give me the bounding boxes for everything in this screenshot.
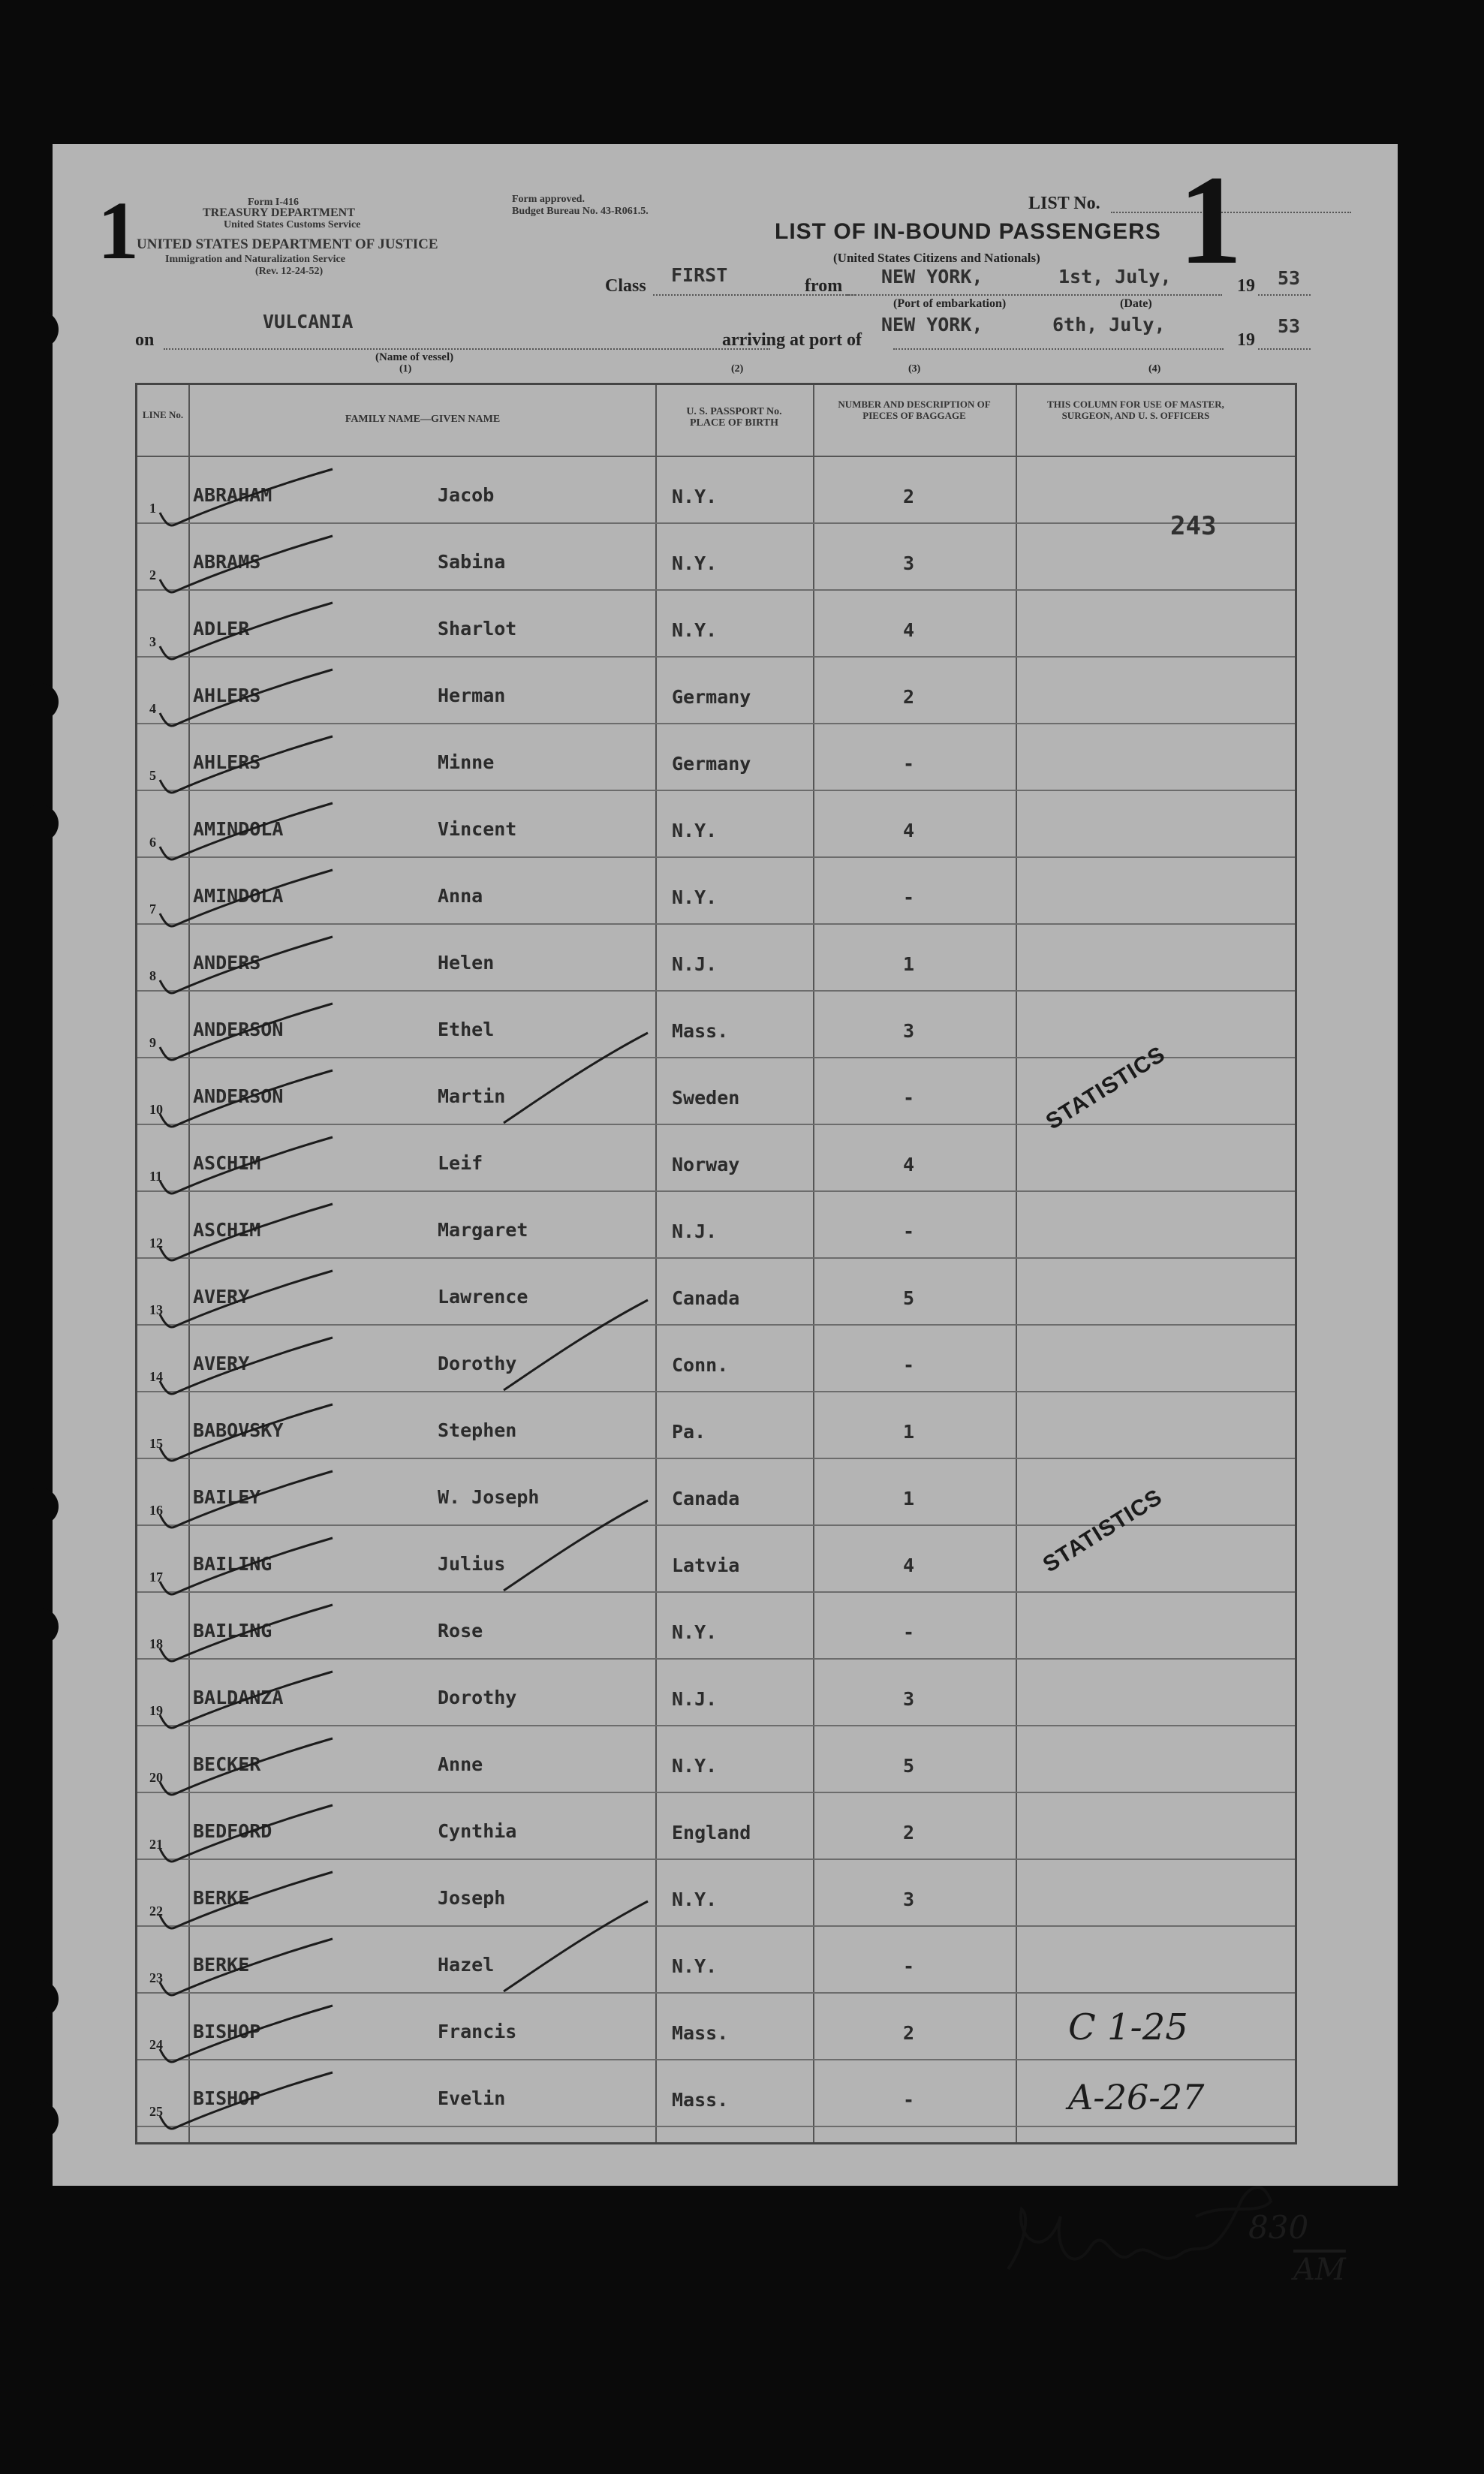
line-number: 15 bbox=[149, 1436, 163, 1451]
given-name: Cynthia bbox=[438, 1820, 517, 1842]
header-officers: THIS COLUMN FOR USE OF MASTER, SURGEON, AND U. S. OFFICERS bbox=[1047, 399, 1224, 421]
check-mark bbox=[152, 1067, 348, 1135]
place-of-birth: Conn. bbox=[672, 1354, 729, 1376]
place-of-birth: N.Y. bbox=[672, 619, 718, 641]
from-date: 1st, July, bbox=[1058, 266, 1172, 287]
given-name: Helen bbox=[438, 952, 495, 974]
check-mark bbox=[152, 667, 348, 734]
check-mark bbox=[152, 934, 348, 1001]
statistics-stamp: STATISTICS bbox=[1041, 1041, 1170, 1135]
given-name: Sabina bbox=[438, 551, 506, 573]
place-of-birth: Mass. bbox=[672, 2022, 729, 2044]
place-of-birth: Pa. bbox=[672, 1421, 706, 1443]
line-number: 18 bbox=[149, 1636, 163, 1651]
place-of-birth: N.Y. bbox=[672, 886, 718, 908]
check-mark bbox=[152, 1869, 348, 1937]
class-label: Class bbox=[605, 276, 646, 296]
line-number: 3 bbox=[149, 634, 156, 649]
line-number: 24 bbox=[149, 2037, 163, 2052]
header-name: FAMILY NAME—GIVEN NAME bbox=[345, 414, 501, 425]
family-name: BERKE bbox=[193, 1954, 250, 1976]
place-of-birth: N.J. bbox=[672, 1220, 718, 1242]
check-mark bbox=[152, 1001, 348, 1068]
check-mark bbox=[152, 600, 348, 667]
family-name: ADLER bbox=[193, 618, 250, 640]
place-of-birth: N.Y. bbox=[672, 1955, 718, 1977]
vessel-name: VULCANIA bbox=[263, 311, 354, 333]
passenger-table bbox=[135, 383, 1346, 2287]
line-number: 11 bbox=[149, 1169, 163, 1184]
col-divider bbox=[655, 385, 657, 2142]
given-name: Dorothy bbox=[438, 1687, 517, 1708]
baggage-count: 3 bbox=[903, 552, 915, 574]
line-number: 2 bbox=[149, 567, 156, 582]
handwritten-time: 830 bbox=[1248, 2209, 1309, 2246]
from-year-prefix: 19 bbox=[1237, 276, 1255, 296]
baggage-count: 3 bbox=[903, 1020, 915, 1042]
vessel-caption: (Name of vessel) bbox=[375, 351, 454, 363]
line-number: 9 bbox=[149, 1035, 156, 1050]
place-of-birth: England bbox=[672, 1822, 751, 1843]
col-divider bbox=[1016, 385, 1017, 2142]
binder-hole bbox=[21, 805, 59, 842]
pen-stroke bbox=[498, 1895, 663, 2000]
given-name: W. Joseph bbox=[438, 1486, 540, 1508]
place-of-birth: Sweden bbox=[672, 1087, 740, 1109]
line-number: 23 bbox=[149, 1970, 163, 1985]
baggage-count: - bbox=[903, 2089, 915, 2111]
family-name: BAILEY bbox=[193, 1486, 261, 1508]
line-number: 12 bbox=[149, 1235, 163, 1251]
given-name: Margaret bbox=[438, 1219, 528, 1241]
treasury-dept: TREASURY DEPARTMENT bbox=[203, 206, 355, 219]
check-mark bbox=[152, 2069, 348, 2137]
family-name: AVERY bbox=[193, 1353, 250, 1374]
from-line bbox=[847, 294, 1222, 296]
header-passport: U. S. PASSPORT No. PLACE OF BIRTH bbox=[686, 406, 782, 429]
caption-2: (2) bbox=[731, 363, 744, 375]
class-value: FIRST bbox=[671, 264, 728, 286]
line-number: 1 bbox=[149, 501, 156, 516]
arrive-line bbox=[893, 348, 1224, 350]
place-of-birth: N.Y. bbox=[672, 1889, 718, 1910]
binder-hole bbox=[21, 1980, 59, 2018]
embark-caption: (Port of embarkation) bbox=[893, 297, 1007, 310]
vessel-line bbox=[164, 348, 770, 350]
family-name: ANDERSON bbox=[193, 1019, 284, 1040]
corner-mark: 1 bbox=[98, 185, 139, 276]
check-mark bbox=[152, 1335, 348, 1402]
baggage-count: 4 bbox=[903, 820, 915, 841]
line-number: 4 bbox=[149, 701, 156, 716]
handwritten-note: C 1-25 bbox=[1068, 2006, 1188, 2048]
line-number: 14 bbox=[149, 1369, 163, 1384]
line-number: 16 bbox=[149, 1503, 163, 1518]
line-number: 20 bbox=[149, 1770, 163, 1785]
baggage-count: - bbox=[903, 1621, 915, 1643]
family-name: ASCHIM bbox=[193, 1152, 261, 1174]
line-number: 21 bbox=[149, 1837, 163, 1852]
ins-service: Immigration and Naturalization Service bbox=[165, 254, 345, 265]
given-name: Hazel bbox=[438, 1954, 495, 1976]
line-number: 8 bbox=[149, 968, 156, 983]
header-line-no: LINE No. bbox=[142, 409, 184, 420]
inspector-signature bbox=[1001, 2156, 1301, 2299]
pen-stroke bbox=[498, 1494, 663, 1600]
form-approved: Form approved. bbox=[512, 194, 585, 205]
check-mark bbox=[152, 1401, 348, 1469]
baggage-count: - bbox=[903, 1354, 915, 1376]
given-name: Julius bbox=[438, 1553, 506, 1575]
pen-stroke bbox=[498, 1027, 663, 1132]
binder-hole bbox=[21, 311, 59, 348]
baggage-count: - bbox=[903, 1087, 915, 1109]
manifest-sheet bbox=[53, 144, 1398, 2287]
family-name: ABRAHAM bbox=[193, 484, 272, 506]
handwritten-time: $\overline{AM}$ bbox=[1293, 2253, 1346, 2287]
line-number: 7 bbox=[149, 901, 156, 916]
given-name: Dorothy bbox=[438, 1353, 517, 1374]
family-name: BEDFORD bbox=[193, 1820, 272, 1842]
line-number: 17 bbox=[149, 1570, 163, 1585]
check-mark bbox=[152, 1735, 348, 1803]
place-of-birth: Mass. bbox=[672, 2089, 729, 2111]
family-name: ANDERSON bbox=[193, 1085, 284, 1107]
line-number: 6 bbox=[149, 835, 156, 850]
given-name: Leif bbox=[438, 1152, 483, 1174]
baggage-count: 4 bbox=[903, 1154, 915, 1175]
pen-stroke bbox=[498, 1294, 663, 1399]
line-number: 19 bbox=[149, 1703, 163, 1718]
arrive-year-line bbox=[1258, 348, 1311, 350]
budget-bureau: Budget Bureau No. 43-R061.5. bbox=[512, 206, 649, 217]
baggage-count: - bbox=[903, 1955, 915, 1977]
arrive-port: NEW YORK, bbox=[881, 314, 983, 336]
list-label: LIST No. bbox=[1028, 194, 1100, 213]
given-name: Lawrence bbox=[438, 1286, 528, 1308]
given-name: Jacob bbox=[438, 484, 495, 506]
family-name: ASCHIM bbox=[193, 1219, 261, 1241]
binder-hole bbox=[21, 1608, 59, 1645]
check-mark bbox=[152, 1268, 348, 1335]
baggage-count: - bbox=[903, 886, 915, 908]
on-label: on bbox=[135, 330, 155, 350]
family-name: AMINDOLA bbox=[193, 885, 284, 907]
statistics-stamp: STATISTICS bbox=[1038, 1484, 1167, 1578]
place-of-birth: N.Y. bbox=[672, 820, 718, 841]
given-name: Sharlot bbox=[438, 618, 517, 640]
baggage-count: 5 bbox=[903, 1755, 915, 1777]
place-of-birth: Norway bbox=[672, 1154, 740, 1175]
baggage-count: 4 bbox=[903, 1555, 915, 1576]
family-name: BISHOP bbox=[193, 2021, 261, 2042]
check-mark bbox=[152, 733, 348, 801]
family-name: AHLERS bbox=[193, 685, 261, 706]
from-label: from bbox=[805, 276, 843, 296]
place-of-birth: Germany bbox=[672, 686, 751, 708]
place-of-birth: N.Y. bbox=[672, 552, 718, 574]
line-number: 5 bbox=[149, 768, 156, 783]
arriving-label: arriving at port of bbox=[722, 330, 862, 350]
check-mark bbox=[152, 1535, 348, 1603]
page-subtitle: (United States Citizens and Nationals) bbox=[833, 251, 1040, 265]
family-name: BAILING bbox=[193, 1620, 272, 1642]
check-mark bbox=[152, 1936, 348, 2003]
header-divider bbox=[137, 456, 1295, 457]
col-divider bbox=[813, 385, 814, 2142]
family-name: AVERY bbox=[193, 1286, 250, 1308]
line-number: 22 bbox=[149, 1904, 163, 1919]
place-of-birth: Mass. bbox=[672, 1020, 729, 1042]
given-name: Rose bbox=[438, 1620, 483, 1642]
place-of-birth: Germany bbox=[672, 753, 751, 775]
family-name: ANDERS bbox=[193, 952, 261, 974]
given-name: Herman bbox=[438, 685, 506, 706]
check-mark bbox=[152, 867, 348, 935]
given-name: Martin bbox=[438, 1085, 506, 1107]
place-of-birth: Canada bbox=[672, 1287, 740, 1309]
baggage-count: - bbox=[903, 1220, 915, 1242]
baggage-count: 5 bbox=[903, 1287, 915, 1309]
family-name: BABOVSKY bbox=[193, 1419, 284, 1441]
given-name: Anna bbox=[438, 885, 483, 907]
handwritten-note: A-26-27 bbox=[1068, 2077, 1205, 2117]
place-of-birth: Canada bbox=[672, 1488, 740, 1509]
family-name: BISHOP bbox=[193, 2087, 261, 2109]
baggage-count: 1 bbox=[903, 1488, 915, 1509]
line-number: 25 bbox=[149, 2104, 163, 2119]
baggage-count: 2 bbox=[903, 1822, 915, 1843]
baggage-count: 2 bbox=[903, 486, 915, 507]
baggage-count: 3 bbox=[903, 1889, 915, 1910]
check-mark bbox=[152, 1201, 348, 1269]
check-mark bbox=[152, 1134, 348, 1202]
family-name: AMINDOLA bbox=[193, 818, 284, 840]
place-of-birth: Latvia bbox=[672, 1555, 740, 1576]
from-year-line bbox=[1258, 294, 1311, 296]
given-name: Minne bbox=[438, 751, 495, 773]
date-caption: (Date) bbox=[1120, 297, 1152, 310]
arrive-year: 53 bbox=[1278, 315, 1301, 337]
check-mark bbox=[152, 1468, 348, 1536]
check-mark bbox=[152, 1669, 348, 1736]
baggage-count: 2 bbox=[903, 686, 915, 708]
check-mark bbox=[152, 800, 348, 868]
caption-1: (1) bbox=[399, 363, 412, 375]
caption-4: (4) bbox=[1148, 363, 1161, 375]
binder-hole bbox=[21, 2102, 59, 2139]
given-name: Joseph bbox=[438, 1887, 506, 1909]
baggage-count: 2 bbox=[903, 2022, 915, 2044]
baggage-count: 3 bbox=[903, 1688, 915, 1710]
arrive-date: 6th, July, bbox=[1052, 314, 1166, 336]
given-name: Anne bbox=[438, 1753, 483, 1775]
family-name: BECKER bbox=[193, 1753, 261, 1775]
list-number: 1 bbox=[1178, 149, 1242, 290]
baggage-count: 1 bbox=[903, 953, 915, 975]
check-mark bbox=[152, 1802, 348, 1870]
place-of-birth: N.Y. bbox=[672, 486, 718, 507]
caption-3: (3) bbox=[908, 363, 921, 375]
justice-dept: UNITED STATES DEPARTMENT OF JUSTICE bbox=[137, 236, 438, 252]
given-name: Vincent bbox=[438, 818, 517, 840]
family-name: BALDANZA bbox=[193, 1687, 284, 1708]
baggage-count: 1 bbox=[903, 1421, 915, 1443]
page-title: LIST OF IN-BOUND PASSENGERS bbox=[775, 219, 1161, 244]
place-of-birth: N.Y. bbox=[672, 1755, 718, 1777]
check-mark bbox=[152, 1602, 348, 1669]
line-number: 13 bbox=[149, 1302, 163, 1317]
place-of-birth: N.J. bbox=[672, 1688, 718, 1710]
check-mark bbox=[152, 533, 348, 600]
customs-service: United States Customs Service bbox=[224, 219, 361, 230]
baggage-count: 4 bbox=[903, 619, 915, 641]
from-port: NEW YORK, bbox=[881, 266, 983, 287]
arrive-year-prefix: 19 bbox=[1237, 330, 1255, 350]
family-name: BAILING bbox=[193, 1553, 272, 1575]
given-name: Ethel bbox=[438, 1019, 495, 1040]
place-of-birth: N.Y. bbox=[672, 1621, 718, 1643]
family-name: AHLERS bbox=[193, 751, 261, 773]
count-note: 243 bbox=[1170, 511, 1217, 541]
binder-hole bbox=[21, 1488, 59, 1525]
family-name: ABRAMS bbox=[193, 551, 261, 573]
place-of-birth: N.J. bbox=[672, 953, 718, 975]
family-name: BERKE bbox=[193, 1887, 250, 1909]
given-name: Stephen bbox=[438, 1419, 517, 1441]
binder-hole bbox=[21, 683, 59, 721]
given-name: Evelin bbox=[438, 2087, 506, 2109]
check-mark bbox=[152, 466, 348, 534]
from-year: 53 bbox=[1278, 267, 1301, 289]
baggage-count: - bbox=[903, 753, 915, 775]
check-mark bbox=[152, 2003, 348, 2070]
form-number: Form I-416 bbox=[248, 197, 300, 208]
header-baggage: NUMBER AND DESCRIPTION OF PIECES OF BAGGAGE bbox=[838, 399, 991, 421]
line-number: 10 bbox=[149, 1102, 163, 1117]
given-name: Francis bbox=[438, 2021, 517, 2042]
revision: (Rev. 12-24-52) bbox=[255, 266, 324, 277]
